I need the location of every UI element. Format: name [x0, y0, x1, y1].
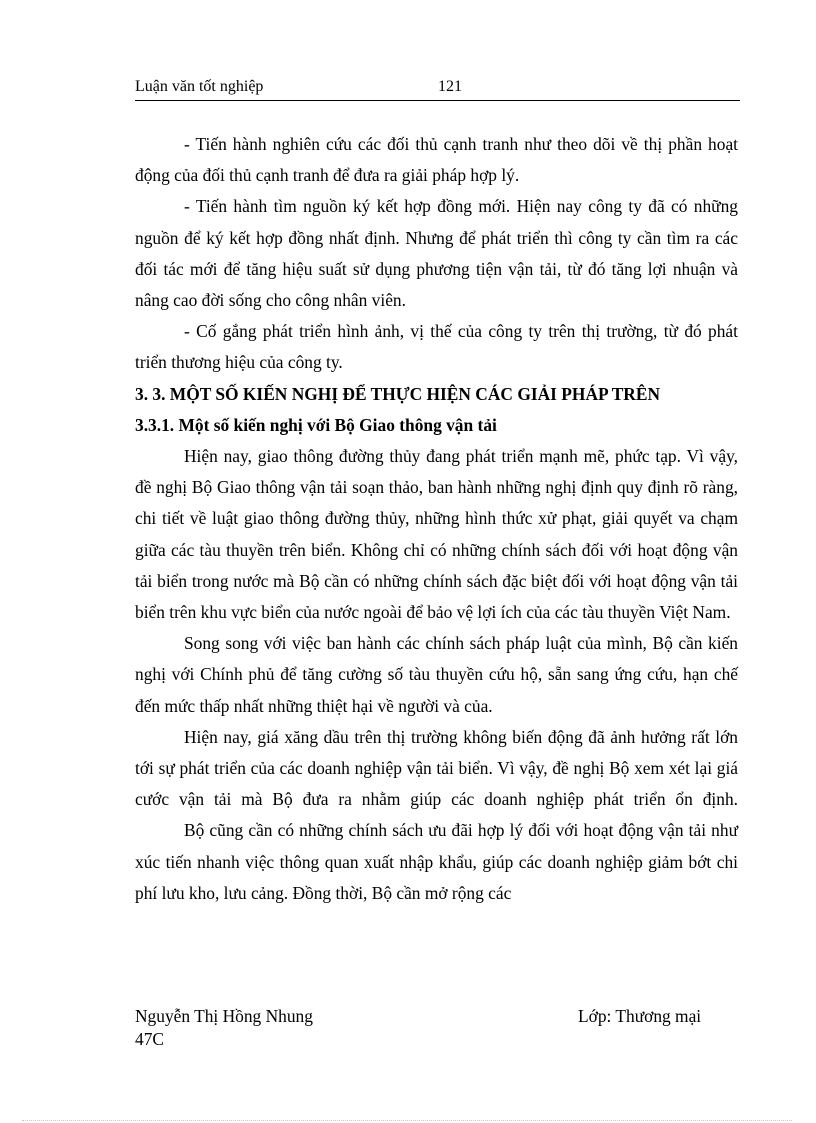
document-body [135, 129, 738, 909]
paragraph: Bộ cũng cần có những chính sách ưu đãi hợp lý đối với hoạt động vận tải như xúc tiến nhanh việc thông quan xuất nhập khẩu, giúp các doanh nghiệp giảm bớt chi phí lưu kho, lưu cảng. Đồng thời, Bộ cần mở rộng các [135, 820, 738, 903]
paragraph: Hiện nay, giá xăng dầu trên thị trường không biến động đã ảnh hưởng rất lớn tới sự phát triển của các doanh nghiệp vận tải biển. Vì vậy, đề nghị Bộ xem xét lại giá cước vận tải mà Bộ đưa ra nhằm giúp các doanh nghiệp phát triển ổn định. [135, 726, 738, 810]
section-heading: 3. 3. MỘT SỐ KIẾN NGHỊ ĐỂ THỰC HIỆN CÁC GIẢI PHÁP TRÊN [135, 383, 661, 404]
paragraph: - Tiến hành tìm nguồn ký kết hợp đồng mới. Hiện nay công ty đã có những nguồn để ký kết hợp đồng nhất định. Nhưng để phát triển thì công ty cần tìm ra các đối tác mới để tăng hiệu suất sử dụng phương tiện vận tải, từ đó tăng lợi nhuận và nâng cao đời sống cho công nhân viên. [135, 196, 738, 311]
header-title: Luận văn tốt nghiệp [135, 78, 264, 95]
subsection-heading: 3.3.1. Một số kiến nghị với Bộ Giao thông vận tải [135, 414, 497, 435]
paragraph: - Cố gắng phát triển hình ảnh, vị thế của công ty trên thị trường, từ đó phát triển thương hiệu của công ty. [135, 321, 738, 373]
paragraph: - Tiến hành nghiên cứu các đối thủ cạnh tranh như theo dõi về thị phần hoạt động của đối thủ cạnh tranh để đưa ra giải pháp hợp lý. [135, 134, 738, 186]
footer-class: Lớp: Thương mại [578, 1006, 702, 1026]
page-header [135, 76, 740, 101]
footer-author: Nguyễn Thị Hồng Nhung [135, 1006, 313, 1026]
page-number: 121 [438, 78, 462, 95]
footer-class-continuation: 47C [135, 1029, 164, 1049]
paragraph: Song song với việc ban hành các chính sách pháp luật của mình, Bộ cần kiến nghị với Chính phủ để tăng cường số tàu thuyền cứu hộ, sẵn sang ứng cứu, hạn chế đến mức thấp nhất những thiệt hại về người và của. [135, 633, 738, 716]
page-bottom-divider [22, 1120, 792, 1121]
paragraph: Hiện nay, giao thông đường thủy đang phát triển mạnh mẽ, phức tạp. Vì vậy, đề nghị Bộ Giao thông vận tải soạn thảo, ban hành những nghị định quy định rõ ràng, chi tiết về luật giao thông đường thủy, những hình thức xử phạt, giải quyết va chạm giữa các tàu thuyền trên biển. Không chỉ có những chính sách đối với hoạt động vận tải biển trong nước mà Bộ cần có những chính sách đặc biệt đối với hoạt động vận tải biển trên khu vực biển của nước ngoài để bảo vệ lợi ích của các tàu thuyền Việt Nam. [135, 446, 738, 623]
